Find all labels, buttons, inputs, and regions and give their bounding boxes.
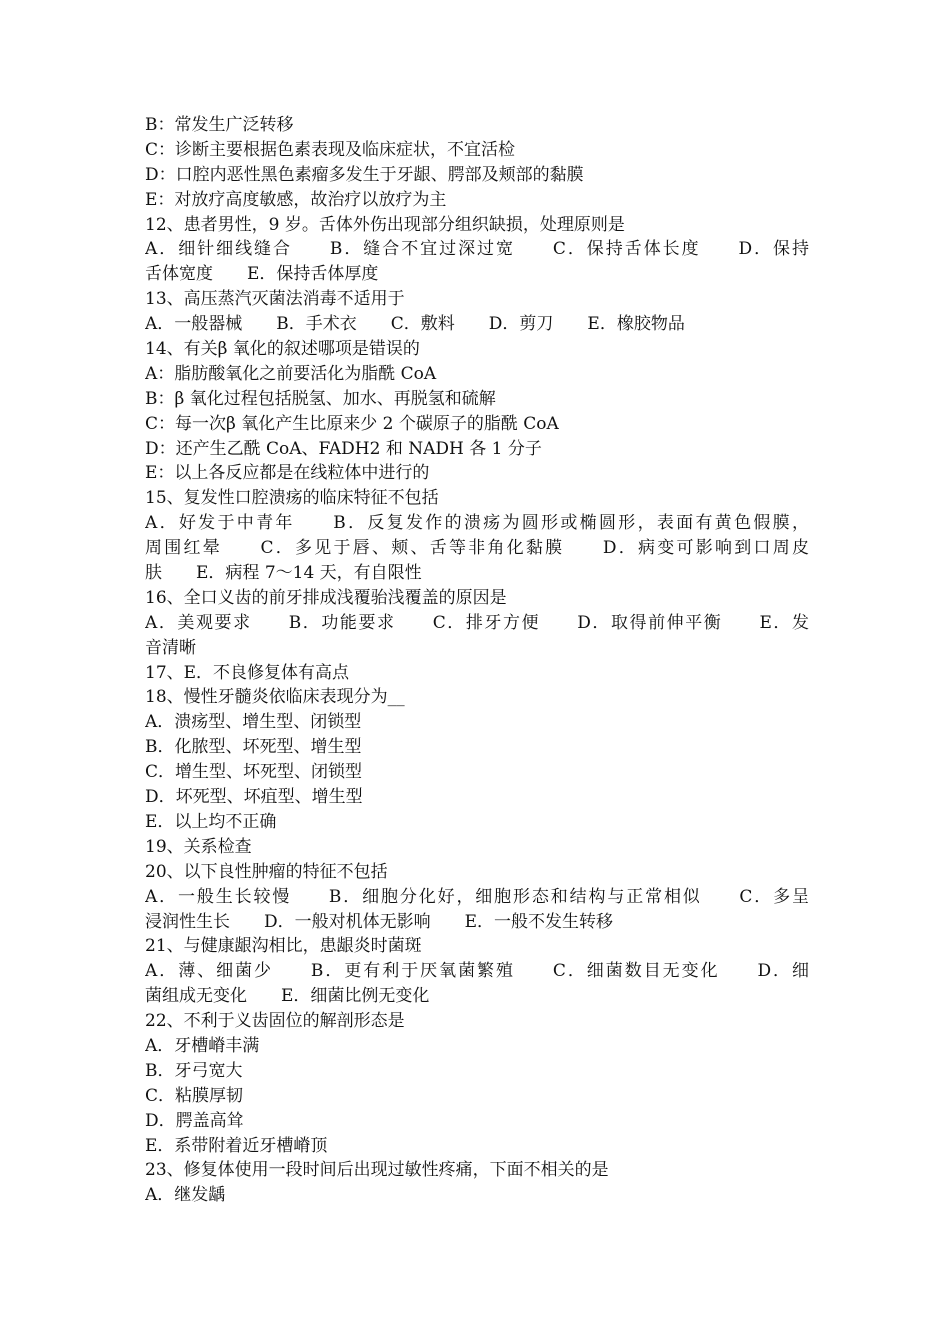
text-line: B．牙弓宽大	[145, 1060, 243, 1081]
text-line: B．化脓型、坏死型、增生型	[145, 737, 362, 758]
text-line: 19、关系检查	[145, 836, 252, 857]
text-line: A．细针细线缝合 B．缝合不宜过深过宽 C．保持舌体长度 D．保持	[145, 239, 809, 260]
text-line: 22、不利于义齿固位的解剖形态是	[145, 1011, 405, 1032]
text-line: 舌体宽度 E．保持舌体厚度	[145, 264, 379, 285]
text-line: C．增生型、坏死型、闭锁型	[145, 762, 363, 783]
text-line: A．好发于中青年 B．反复发作的溃疡为圆形或椭圆形，表面有黄色假膜，	[145, 513, 809, 534]
text-line: 16、全口义齿的前牙排成浅覆骀浅覆盖的原因是	[145, 587, 507, 608]
text-line: A：脂肪酸氧化之前要活化为脂酰 CoA	[145, 363, 437, 384]
text-line: D：还产生乙酰 CoA、FADH2 和 NADH 各 1 分子	[145, 438, 542, 459]
text-line: D：口腔内恶性黑色素瘤多发生于牙龈、腭部及颊部的黏膜	[145, 164, 584, 185]
text-line: A．牙槽嵴丰满	[145, 1035, 260, 1056]
text-line: C：每一次β 氧化产生比原来少 2 个碳原子的脂酰 CoA	[145, 413, 559, 434]
text-line: 周围红晕 C．多见于唇、颊、舌等非角化黏膜 D．病变可影响到口周皮	[145, 538, 809, 559]
text-line: B：β 氧化过程包括脱氢、加水、再脱氢和硫解	[145, 388, 496, 409]
text-line: A．继发龋	[145, 1185, 226, 1206]
text-line: 13、高压蒸汽灭菌法消毒不适用于	[145, 289, 405, 310]
text-line: 18、慢性牙髓炎依临床表现分为__	[145, 687, 405, 708]
text-line: 浸润性生长 D．一般对机体无影响 E．一般不发生转移	[145, 911, 614, 932]
text-line: 肤 E．病程 7～14 天，有自限性	[145, 563, 422, 584]
text-line: D．腭盖高耸	[145, 1110, 244, 1131]
text-line: A．薄、细菌少 B．更有利于厌氧菌繁殖 C．细菌数目无变化 D．细	[145, 961, 809, 982]
text-line: 23、修复体使用一段时间后出现过敏性疼痛，下面不相关的是	[145, 1160, 609, 1181]
text-line: 音清晰	[145, 637, 196, 658]
text-line: 15、复发性口腔溃疡的临床特征不包括	[145, 488, 439, 509]
text-line: 14、有关β 氧化的叙述哪项是错误的	[145, 339, 420, 360]
text-line: E：以上各反应都是在线粒体中进行的	[145, 463, 430, 484]
text-line: 17、E．不良修复体有高点	[145, 662, 350, 683]
text-line: A．一般器械 B．手术衣 C．敷料 D．剪刀 E．橡胶物品	[145, 314, 685, 335]
text-line: C：诊断主要根据色素表现及临床症状，不宜活检	[145, 139, 516, 160]
text-line: B：常发生广泛转移	[145, 115, 294, 135]
text-line: A．美观要求 B．功能要求 C．排牙方便 D．取得前伸平衡 E．发	[145, 612, 809, 633]
text-line: A．溃疡型、增生型、闭锁型	[145, 712, 362, 733]
text-line: E．以上均不正确	[145, 811, 277, 832]
text-line: 12、患者男性，9 岁。舌体外伤出现部分组织缺损，处理原则是	[145, 214, 625, 235]
text-line: E：对放疗高度敏感，故治疗以放疗为主	[145, 189, 447, 210]
text-line: 21、与健康龈沟相比，患龈炎时菌斑	[145, 936, 422, 957]
text-line: A．一般生长较慢 B．细胞分化好，细胞形态和结构与正常相似 C．多呈	[145, 886, 809, 907]
text-line: C．粘膜厚韧	[145, 1085, 244, 1106]
text-line: 20、以下良性肿瘤的特征不包括	[145, 861, 388, 882]
text-line: 菌组成无变化 E．细菌比例无变化	[145, 986, 430, 1007]
text-line: D．坏死型、坏疽型、增生型	[145, 787, 363, 808]
text-line: E．系带附着近牙槽嵴顶	[145, 1135, 328, 1156]
document-page	[145, 113, 809, 1208]
